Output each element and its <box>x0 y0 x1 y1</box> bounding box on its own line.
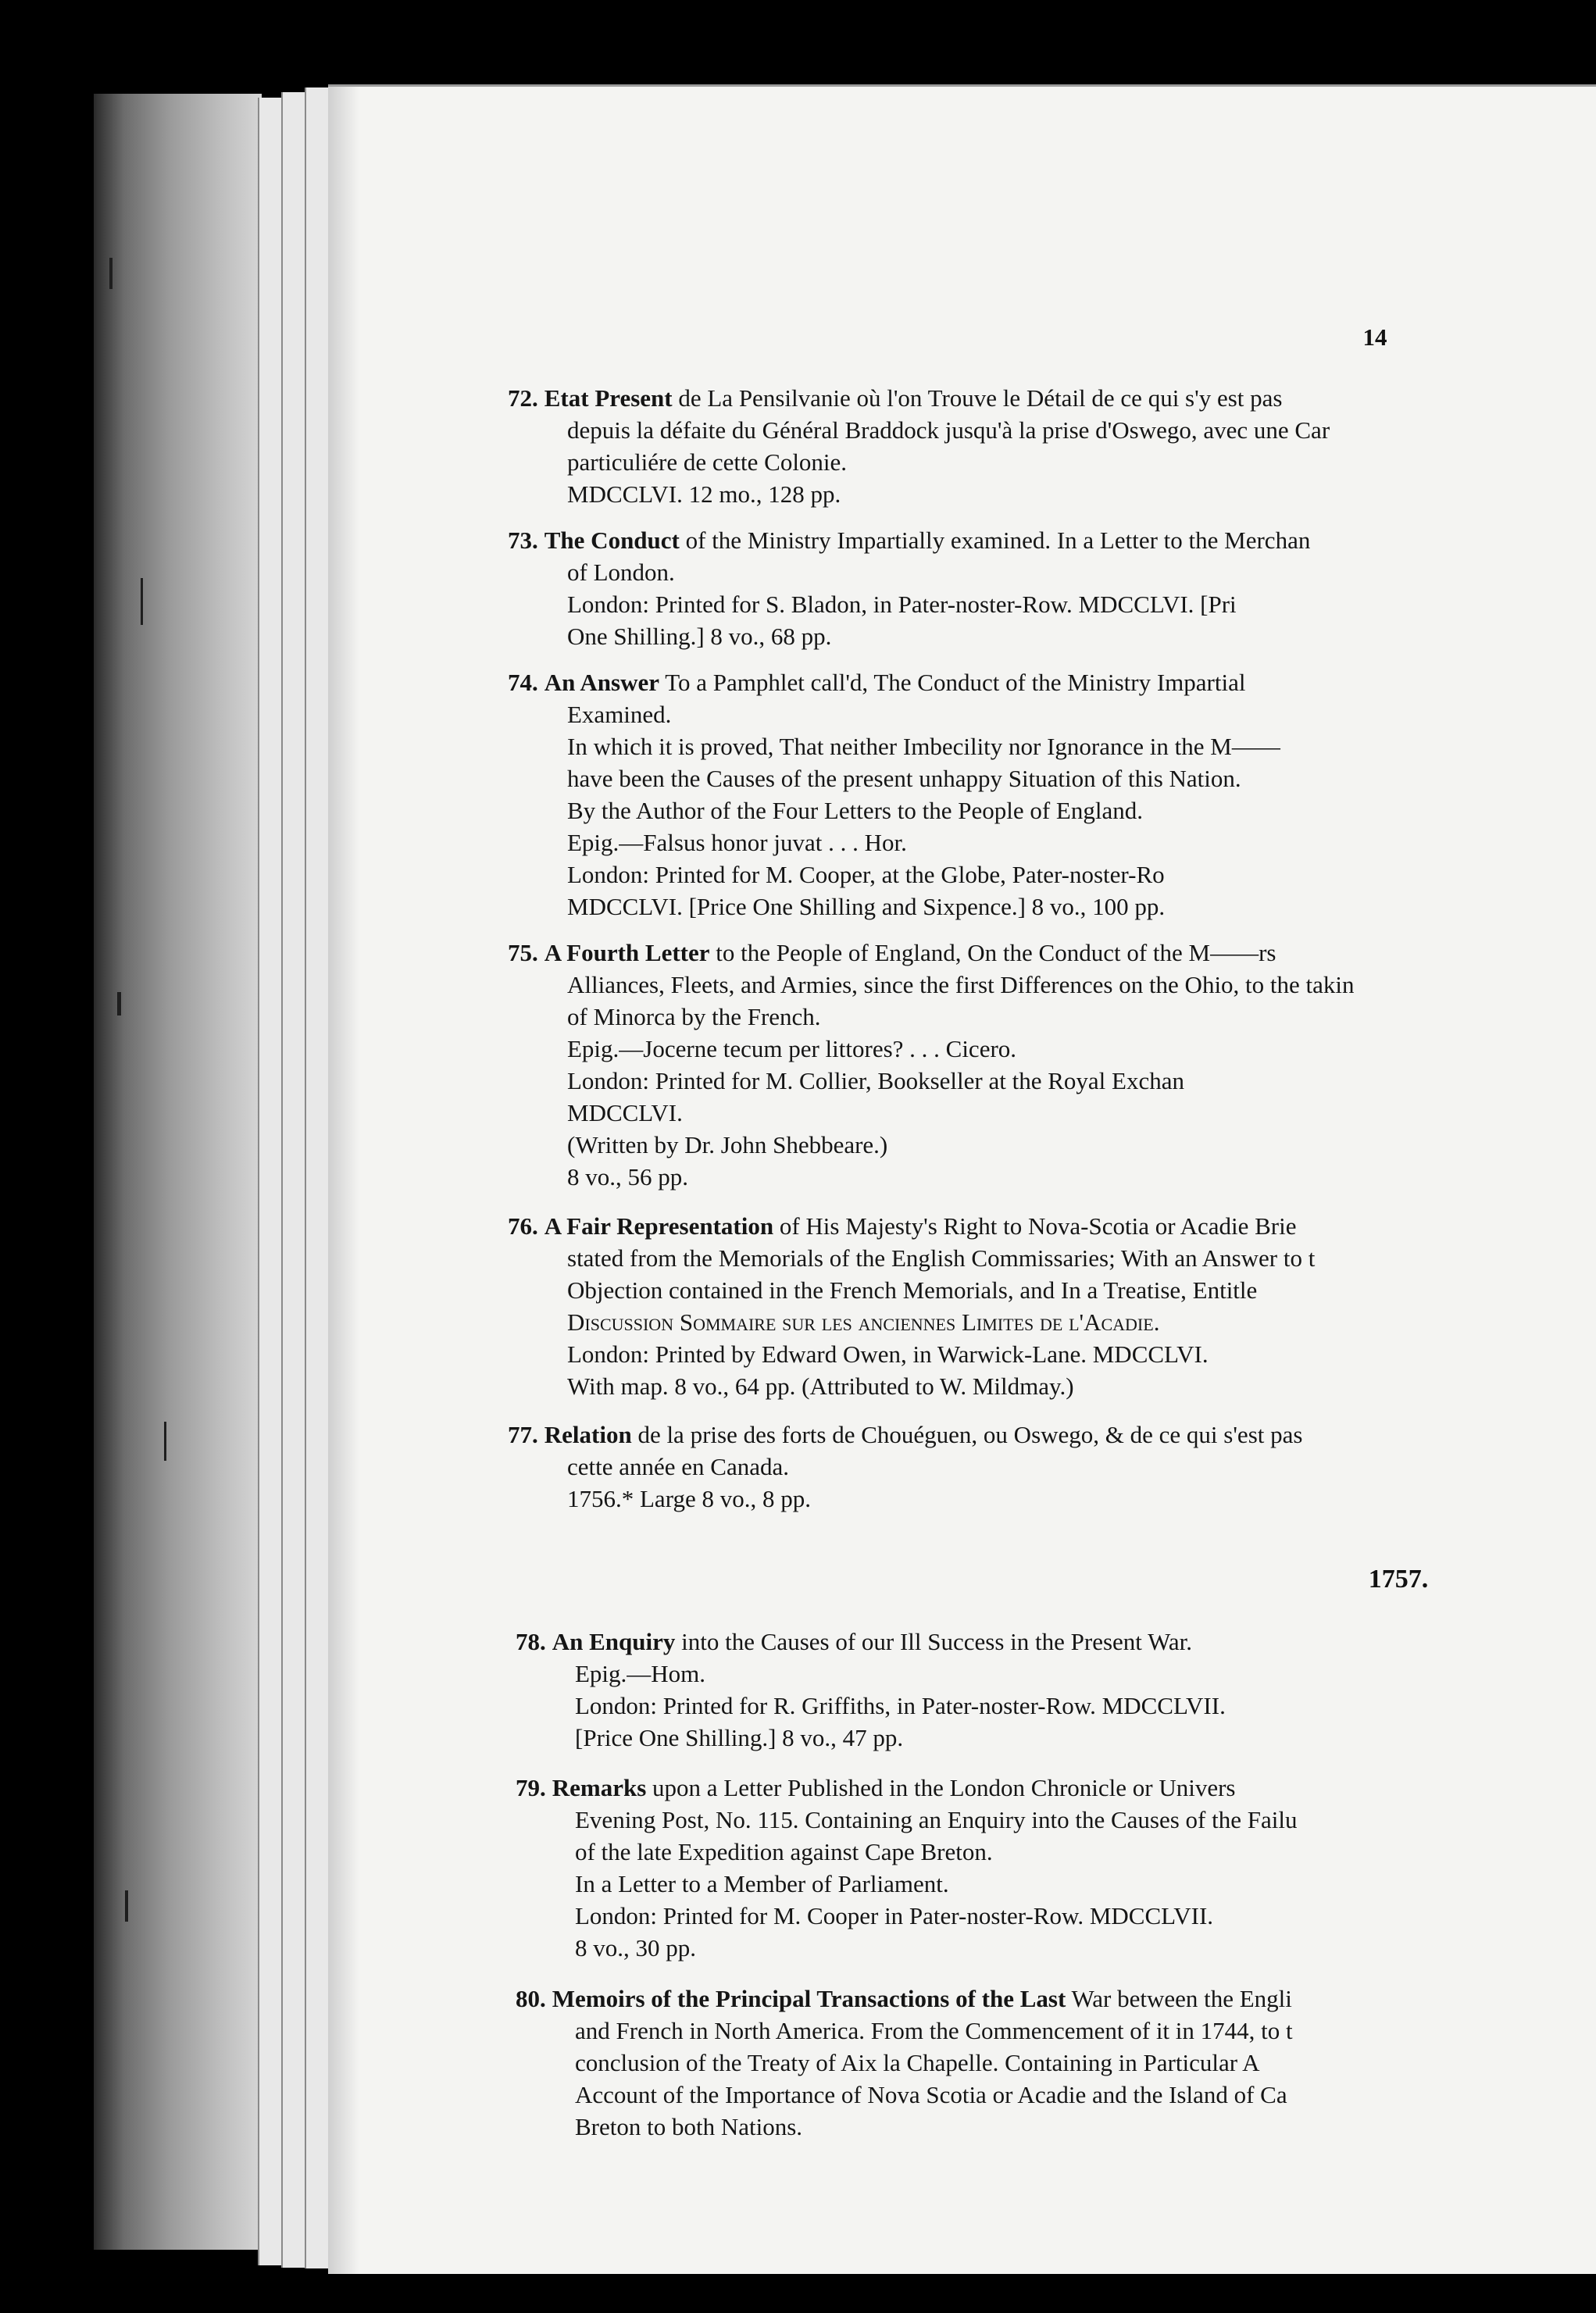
entry-line: London: Printed for S. Bladon, in Pater-noster-Row. MDCCLVI. [Pri <box>567 591 1237 618</box>
entry-line: Evening Post, No. 115. Containing an Enquiry into the Causes of the Failu <box>575 1806 1298 1833</box>
entry-line: 78. An Enquiry into the Causes of our Ill Success in the Present War. <box>516 1628 1193 1655</box>
book-gutter <box>94 94 262 2250</box>
entry-number: 77. <box>508 1421 538 1448</box>
entry-line: Alliances, Fleets, and Armies, since the first Differences on the Ohio, to the takin <box>567 971 1355 998</box>
entry-line: In which it is proved, That neither Imbecility nor Ignorance in the M—— <box>567 733 1280 760</box>
entry-line: London: Printed by Edward Owen, in Warwick-Lane. MDCCLVI. <box>567 1340 1209 1368</box>
entry-line: By the Author of the Four Letters to the People of England. <box>567 797 1143 824</box>
entry-line: 77. Relation de la prise des forts de Chouéguen, ou Oswego, & de ce qui s'est pas <box>508 1421 1303 1448</box>
entry-line: Objection contained in the French Memorials, and In a Treatise, Entitle <box>567 1276 1258 1304</box>
entry-77 <box>508 1419 1596 1515</box>
entry-line: London: Printed for M. Cooper in Pater-noster-Row. MDCCLVII. <box>575 1902 1214 1929</box>
entry-line: and French in North America. From the Commencement of it in 1744, to t <box>575 2017 1293 2044</box>
entry-line: 76. A Fair Representation of His Majesty's Right to Nova-Scotia or Acadie Brie <box>508 1212 1297 1240</box>
entry-line: of Minorca by the French. <box>567 1003 821 1030</box>
entry-76 <box>508 1210 1596 1402</box>
entry-line: have been the Causes of the present unhappy Situation of this Nation. <box>567 765 1241 792</box>
entry-line: cette année en Canada. <box>567 1453 789 1480</box>
entry-line: particuliére de cette Colonie. <box>567 448 848 476</box>
entry-line: [Price One Shilling.] 8 vo., 47 pp. <box>575 1724 904 1751</box>
entry-number: 72. <box>508 384 538 412</box>
entry-line: 75. A Fourth Letter to the People of England, On the Conduct of the M——rs <box>508 939 1276 966</box>
entry-73 <box>508 524 1596 652</box>
entry-line: London: Printed for R. Griffiths, in Pater-noster-Row. MDCCLVII. <box>575 1692 1226 1719</box>
entry-number: 79. <box>516 1774 546 1801</box>
entry-72 <box>508 382 1596 510</box>
entry-line: Breton to both Nations. <box>575 2113 803 2140</box>
year-heading: 1757. <box>1368 1565 1429 1594</box>
entry-line: London: Printed for M. Cooper, at the Globe, Pater-noster-Ro <box>567 861 1165 888</box>
entry-line: With map. 8 vo., 64 pp. (Attributed to W. Mildmay.) <box>567 1372 1074 1400</box>
entry-number: 80. <box>516 1985 546 2012</box>
entry-line: of the late Expedition against Cape Breton. <box>575 1838 993 1865</box>
entry-line: In a Letter to a Member of Parliament. <box>575 1870 949 1897</box>
entry-line: One Shilling.] 8 vo., 68 pp. <box>567 623 832 650</box>
entry-line: 1756.* Large 8 vo., 8 pp. <box>567 1485 811 1512</box>
entry-line: (Written by Dr. John Shebbeare.) <box>567 1131 888 1158</box>
entry-line: Account of the Importance of Nova Scotia or Acadie and the Island of Ca <box>575 2081 1287 2108</box>
entry-line: London: Printed for M. Collier, Bookseller at the Royal Exchan <box>567 1067 1184 1094</box>
entry-75 <box>508 937 1596 1193</box>
entry-line: MDCCLVI. <box>567 1099 683 1126</box>
entry-line: depuis la défaite du Général Braddock jusqu'à la prise d'Oswego, avec une Car <box>567 416 1330 444</box>
entry-80 <box>516 1983 1596 2143</box>
entry-number: 75. <box>508 939 538 966</box>
entry-number: 78. <box>516 1628 546 1655</box>
entry-78 <box>516 1626 1596 1754</box>
entry-line: 74. An Answer To a Pamphlet call'd, The Conduct of the Ministry Impartial <box>508 669 1246 696</box>
entry-line: Examined. <box>567 701 672 728</box>
book-page <box>328 84 1596 2274</box>
entry-line: 72. Etat Present de La Pensilvanie où l'on Trouve le Détail de ce qui s'y est pas <box>508 384 1283 412</box>
entry-line: 73. The Conduct of the Ministry Impartially examined. In a Letter to the Merchan <box>508 526 1311 554</box>
entry-line: MDCCLVI. 12 mo., 128 pp. <box>567 480 841 508</box>
entry-number: 76. <box>508 1212 538 1240</box>
entry-number: 73. <box>508 526 538 554</box>
entry-line: Epig.—Hom. <box>575 1660 706 1687</box>
entry-line: stated from the Memorials of the English Commissaries; With an Answer to t <box>567 1244 1316 1272</box>
entry-line: 79. Remarks upon a Letter Published in the London Chronicle or Univers <box>516 1774 1236 1801</box>
entry-line: Epig.—Falsus honor juvat . . . Hor. <box>567 829 907 856</box>
entry-line: of London. <box>567 559 675 586</box>
entry-line: MDCCLVI. [Price One Shilling and Sixpence.] 8 vo., 100 pp. <box>567 893 1166 920</box>
entry-line: conclusion of the Treaty of Aix la Chapelle. Containing in Particular A <box>575 2049 1260 2076</box>
entry-line: Epig.—Jocerne tecum per littores? . . . Cicero. <box>567 1035 1017 1062</box>
entry-line: Discussion Sommaire sur les anciennes Limites de l'Acadie. <box>567 1308 1160 1336</box>
entry-number: 74. <box>508 669 538 696</box>
entry-79 <box>516 1772 1596 1964</box>
entry-line: 8 vo., 30 pp. <box>575 1934 696 1961</box>
entry-74 <box>508 666 1596 923</box>
entry-line: 8 vo., 56 pp. <box>567 1163 688 1190</box>
page-number: 14 <box>1362 323 1387 351</box>
entry-line: 80. Memoirs of the Principal Transactions of the Last War between the Engli <box>516 1985 1292 2012</box>
